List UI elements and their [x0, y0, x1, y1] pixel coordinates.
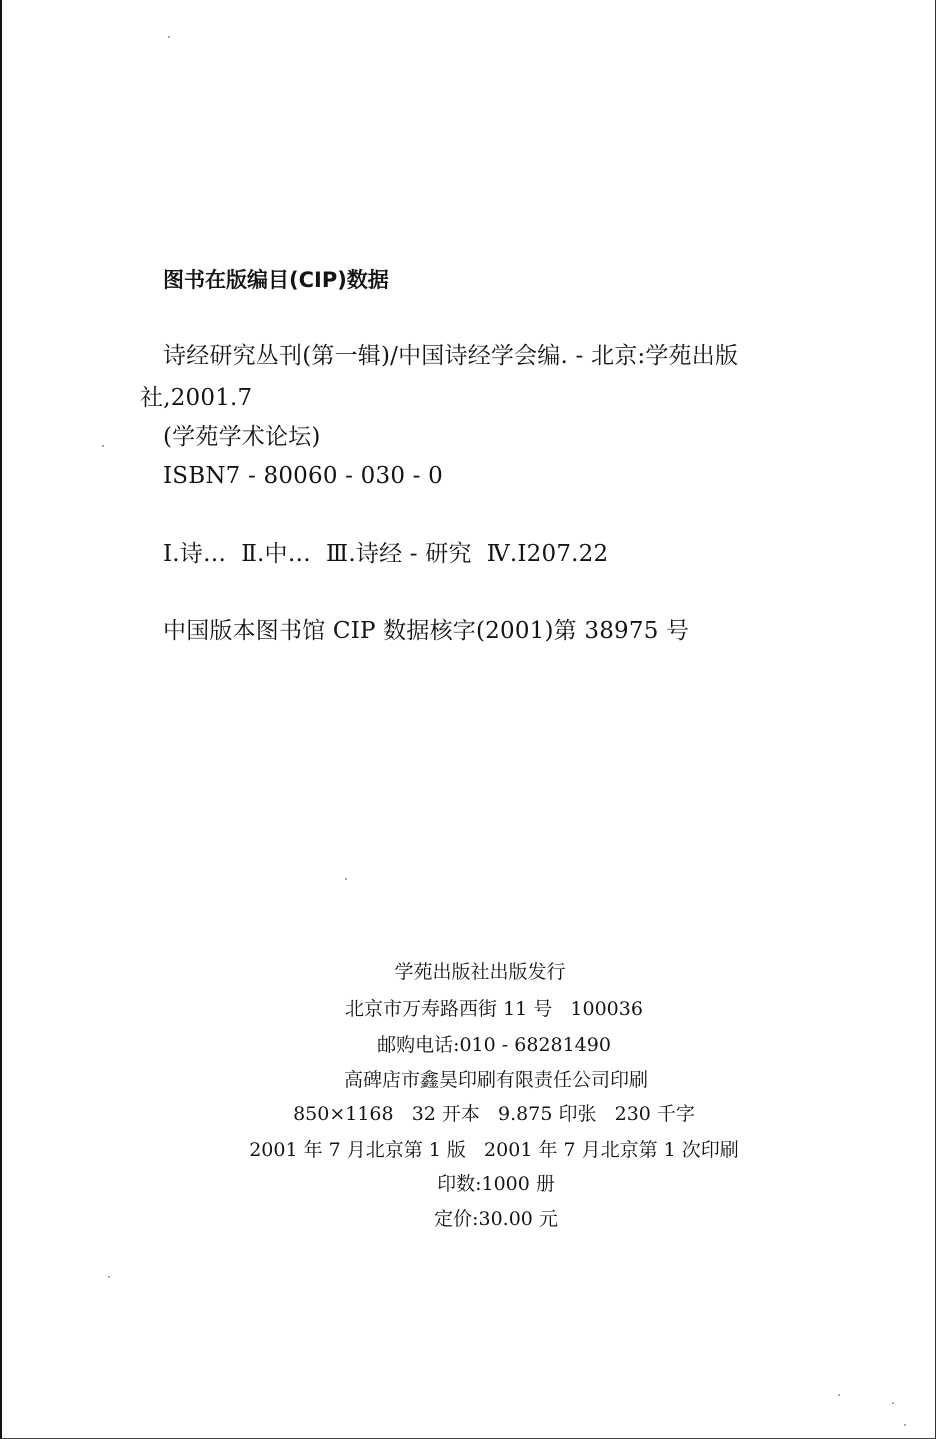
cip-series: (学苑学术论坛)	[163, 424, 321, 450]
scan-speck	[904, 1424, 906, 1426]
cip-title-line-2: 社,2001.7	[140, 385, 253, 411]
cip-isbn: ISBN7 - 80060 - 030 - 0	[163, 463, 443, 489]
imprint-publisher: 学苑出版社出版发行	[394, 961, 566, 983]
scan-speck	[102, 445, 104, 447]
scan-speck	[168, 36, 170, 38]
cip-classification: Ⅰ.诗… Ⅱ.中… Ⅲ.诗经 - 研究 Ⅳ.I207.22	[163, 541, 609, 567]
imprint-print-run: 印数:1000 册	[437, 1173, 555, 1195]
imprint-format: 850×1168 32 开本 9.875 印张 230 千字	[293, 1103, 695, 1125]
imprint-printer: 高碑店市鑫昊印刷有限责任公司印刷	[343, 1069, 648, 1091]
scan-speck	[892, 1402, 894, 1404]
imprint-address: 北京市万寿路西街 11 号 100036	[345, 998, 643, 1020]
imprint-price: 定价:30.00 元	[434, 1208, 558, 1230]
imprint-phone: 邮购电话:010 - 68281490	[377, 1034, 611, 1056]
imprint-edition: 2001 年 7 月北京第 1 版 2001 年 7 月北京第 1 次印刷	[249, 1139, 739, 1161]
scan-speck	[838, 1394, 840, 1396]
cip-title-line-1: 诗经研究丛刊(第一辑)/中国诗经学会编. - 北京:学苑出版	[163, 343, 739, 369]
scan-speck	[345, 878, 347, 880]
cip-record-number: 中国版本图书馆 CIP 数据核字(2001)第 38975 号	[163, 618, 690, 644]
scan-speck	[108, 1276, 110, 1278]
cip-heading: 图书在版编目(CIP)数据	[163, 268, 389, 292]
